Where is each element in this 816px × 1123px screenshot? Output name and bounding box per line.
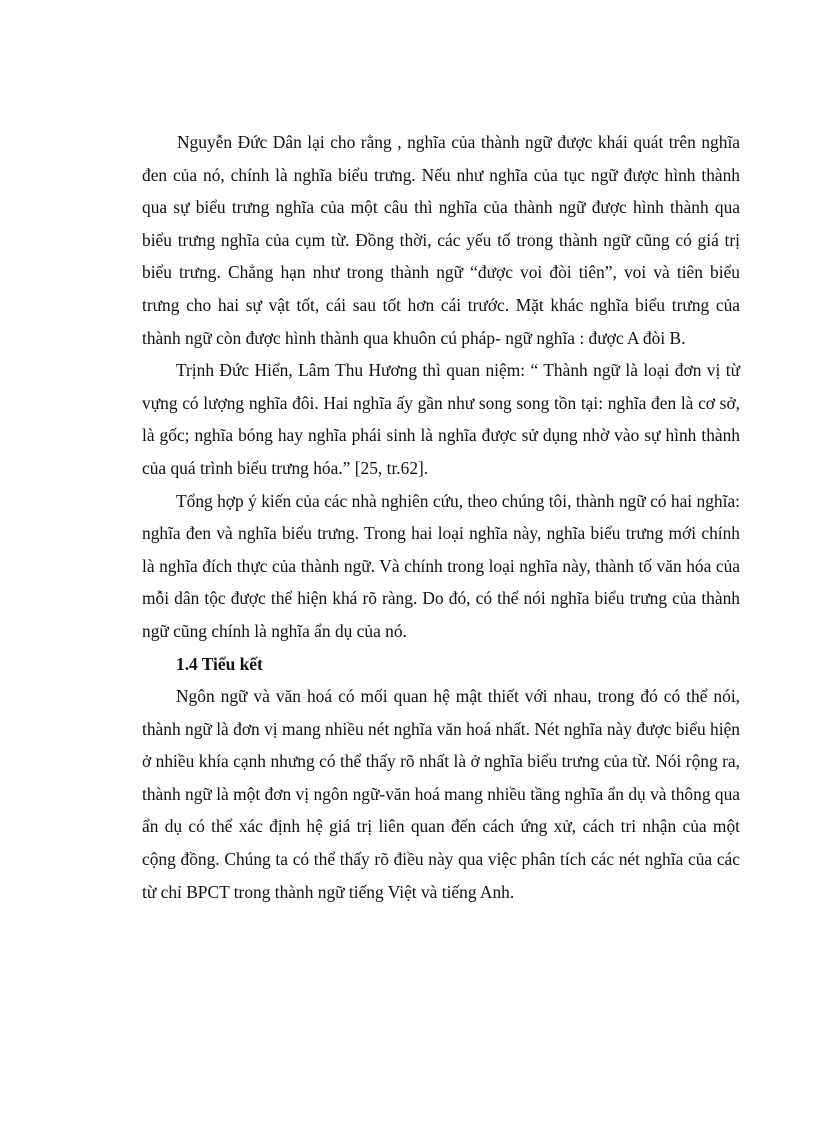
paragraph-trinh-duc-hien: Trịnh Đức Hiển, Lâm Thu Hương thì quan niệm: “ Thành ngữ là loại đơn vị từ vựng có lượng nghĩa đôi. Hai nghĩa ấy gần như song song tồn tại: nghĩa đen là cơ sở, là gốc; nghĩa bóng hay nghĩa phái sinh là nghĩa được sử dụng nhờ vào sự hình thành của quá trình biểu trưng hóa.” [25, tr.62]. [142,360,740,478]
document-page [142,126,740,908]
paragraph-conclusion: Ngôn ngữ và văn hoá có mối quan hệ mật thiết với nhau, trong đó có thể nói, thành ngữ là đơn vị mang nhiều nét nghĩa văn hoá nhất. Nét nghĩa này được biểu hiện ở nhiều khía cạnh nhưng có thể thấy rõ nhất là ở nghĩa biểu trưng của từ. Nói rộng ra, thành ngữ là một đơn vị ngôn ngữ-văn hoá mang nhiều tầng nghĩa ẩn dụ và thông qua ẩn dụ có thể xác định hệ giá trị liên quan đến cách ứng xử, cách tri nhận của một cộng đồng. Chúng ta có thể thấy rõ điều này qua việc phân tích các nét nghĩa của các từ chỉ BPCT trong thành ngữ tiếng Việt và tiếng Anh. [142,686,740,902]
paragraph-nguyen-duc-dan: Nguyễn Đức Dân lại cho rằng , nghĩa của thành ngữ được khái quát trên nghĩa đen của nó, chính là nghĩa biểu trưng. Nếu như nghĩa của tục ngữ được hình thành qua sự biểu trưng nghĩa của một câu thì nghĩa của thành ngữ được hình thành qua biểu trưng nghĩa của cụm từ. Đồng thời, các yếu tố trong thành ngữ cũng có giá trị biểu trưng. Chẳng hạn như trong thành ngữ “được voi đòi tiên”, voi và tiên biểu trưng cho hai sự vật tốt, cái sau tốt hơn cái trước. Mặt khác nghĩa biểu trưng của thành ngữ còn được hình thành qua khuôn cú pháp- ngữ nghĩa : được A đòi B. [142,132,740,348]
section-heading: 1.4 Tiểu kết [176,653,263,674]
paragraph-summary: Tổng hợp ý kiến của các nhà nghiên cứu, theo chúng tôi, thành ngữ có hai nghĩa: nghĩa đen và nghĩa biểu trưng. Trong hai loại nghĩa này, nghĩa biểu trưng mới chính là nghĩa đích thực của thành ngữ. Và chính trong loại nghĩa này, thành tố văn hóa của mỗi dân tộc được thể hiện khá rõ ràng. Do đó, có thể nói nghĩa biểu trưng của thành ngữ cũng chính là nghĩa ẩn dụ của nó. [142,490,740,641]
